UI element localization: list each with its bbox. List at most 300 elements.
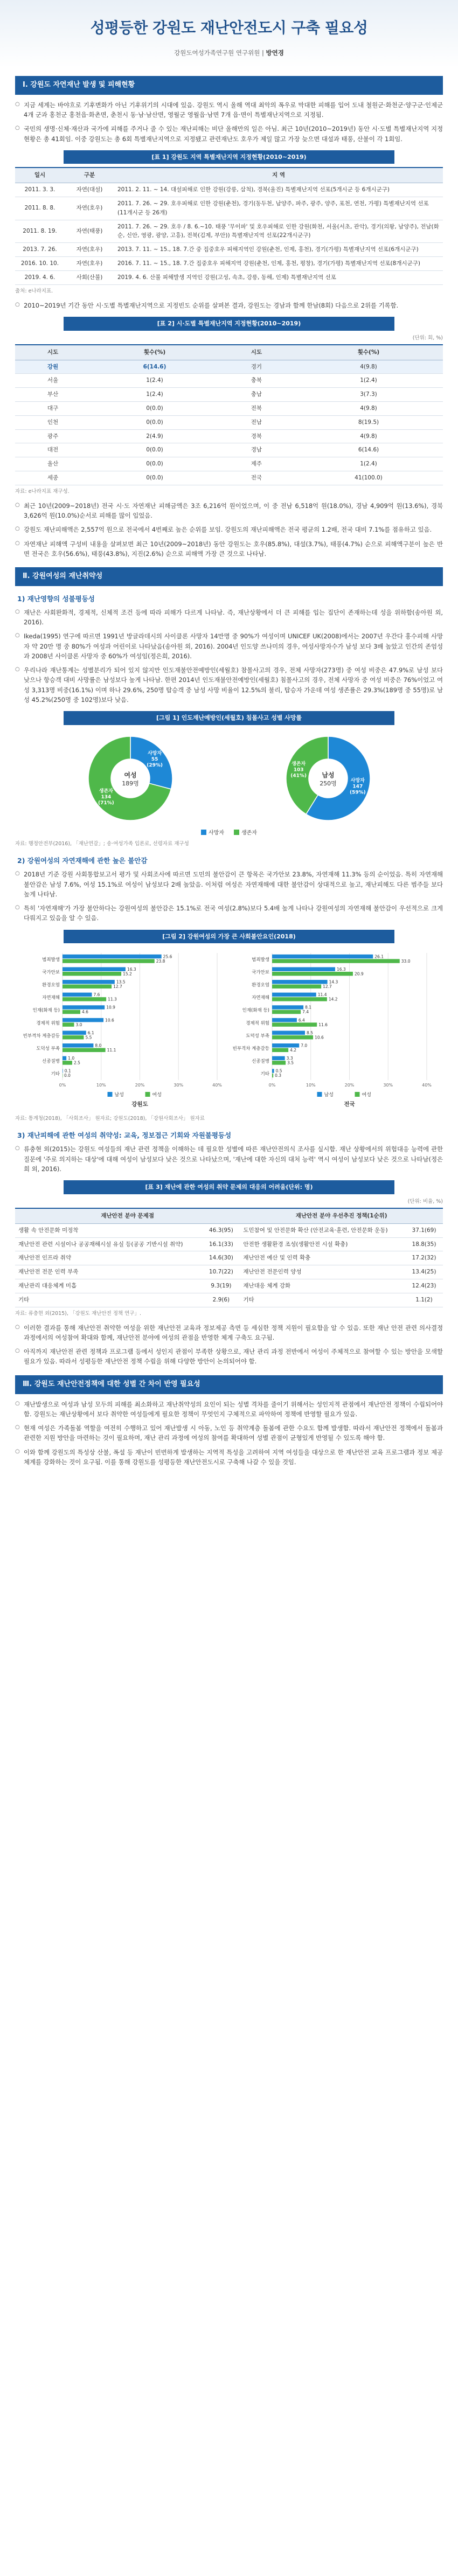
- pie-chart-female-svg: [77, 733, 184, 824]
- bar-male: [63, 1031, 86, 1035]
- table-cell: 인천: [15, 415, 91, 429]
- table-cell: 도민참여 및 안전문화 확산 (안전교육·훈련, 안전문화 운동): [240, 1223, 405, 1237]
- bar-value-label: 6.4: [298, 1018, 305, 1023]
- author-name: 방연경: [266, 48, 284, 57]
- paragraph: ○ 강원도 재난피해액은 2,557억 원으로 전국에서 4번째로 높은 순위를 보임. 강원도의 재난피해액은 전국 평균의 1.2배, 전국 대비 7.1%를 점유하고 있음.: [15, 525, 443, 534]
- x-tick-label: 20%: [344, 1083, 355, 1088]
- table-row: [15, 256, 443, 270]
- table-cell: 부산: [15, 388, 91, 402]
- bar-value-label: 0.5: [275, 1068, 282, 1074]
- table-cell: 자연(호우): [65, 256, 114, 270]
- table-cell: 경남: [219, 443, 294, 457]
- bar-value-label: 5.5: [85, 1035, 92, 1040]
- pie-slice-label: (41%): [290, 773, 307, 779]
- bar-value-label: 12.7: [323, 984, 332, 990]
- table-cell: 대전: [15, 443, 91, 457]
- bar-value-label: 11.3: [108, 997, 117, 1002]
- table-cell: 2019. 4. 6.: [15, 270, 65, 284]
- category-label: 국가안보: [42, 970, 60, 976]
- table-cell: 2011. 7. 26. ~ 29. 호우 / 8. 6.~10. 태풍 '무이파' 및 호우피해로 인한 강원(화천, 서울(서초, 관악), 경기(의왕, 남양주), 전남(화순, 신안, 영광, 광양, 고흥), 전북(김제, 부안)) 특별재난지역 선포(22개시군구): [114, 220, 443, 243]
- table-cell: 사회(산불): [65, 270, 114, 284]
- table-row: [15, 1237, 443, 1251]
- pie-chart-female: [77, 733, 184, 827]
- category-label: 국가안보: [252, 970, 269, 976]
- pie-slice-label: 55: [151, 757, 158, 763]
- pie-chart-male-svg: [274, 733, 382, 824]
- table-cell: 경기: [219, 360, 294, 374]
- table-2: [15, 344, 443, 485]
- pie-slice-label: (71%): [98, 800, 114, 806]
- bar-male: [272, 1043, 299, 1047]
- bar-chart-national: [230, 949, 438, 1110]
- category-label: 도덕성 부족: [246, 1033, 269, 1039]
- bar-male: [63, 993, 92, 997]
- table-cell: 2016. 10. 10.: [15, 256, 65, 270]
- bar-value-label: 26.1: [374, 954, 384, 959]
- legend-swatch: [145, 1092, 150, 1097]
- bar-value-label: 33.0: [401, 959, 411, 964]
- section-2: [15, 567, 443, 1367]
- bar-male: [272, 967, 335, 971]
- table-cell: 2011. 8. 8.: [15, 197, 65, 220]
- bar-value-label: 13.5: [116, 979, 126, 985]
- pie-slice-label: 134: [100, 794, 111, 800]
- paragraph: ○ 아직까지 재난안전 관련 정책과 프로그램 등에서 성인지 관점이 부족한 상황으로, 재난 관리 과정 전반에서 여성이 주체적으로 참여할 수 있는 방안을 모색할 필요가 있음. 따라서 성평등한 재난안전 정책 수립을 위해 다양한 방안이 논의되어야 함.: [15, 1347, 443, 1367]
- x-tick-label: 40%: [212, 1083, 222, 1088]
- table-cell: 제주: [219, 457, 294, 471]
- bar-female: [272, 997, 327, 1001]
- x-tick-label: 10%: [306, 1083, 316, 1088]
- author-line: [0, 48, 458, 58]
- bar-value-label: 2.5: [73, 1060, 80, 1066]
- table-cell: 자연(호우): [65, 243, 114, 257]
- bar-value-label: 15.2: [123, 971, 132, 977]
- bar-female: [63, 985, 112, 988]
- bar-male: [272, 1018, 297, 1022]
- source-note: 자료: 행정안전부(2016), 「재난연감」; 송·여성가족 입론로, 선령자료 재구성: [15, 841, 189, 847]
- bar-value-label: 23.8: [156, 959, 165, 964]
- bar-chart-gangwon: [20, 949, 228, 1110]
- bar-value-label: 0.1: [64, 1068, 71, 1074]
- bar-male: [272, 993, 316, 997]
- table-cell: 16.1(33): [202, 1237, 240, 1251]
- table-cell: 2016. 7. 11. ~ 15., 18. 7.간 집중호우 피해지역 강원(춘천, 인제, 홍천, 평창), 경기(가평) 특별재난지역 선포(8개시군구): [114, 256, 443, 270]
- bar-value-label: 8.0: [95, 1043, 102, 1048]
- table-cell: 18.8(35): [405, 1237, 443, 1251]
- pie-slice-label: 생존자: [99, 788, 113, 794]
- table-cell: 6(14.6): [294, 443, 443, 457]
- category-label: 인재(화재 등): [32, 1008, 60, 1014]
- table-row: [15, 1223, 443, 1237]
- bar-female: [63, 1061, 72, 1064]
- table-cell: 서울: [15, 374, 91, 388]
- bar-male: [63, 967, 126, 971]
- bar-female: [63, 1010, 80, 1014]
- legend-label: 남성: [114, 1092, 124, 1098]
- table-row: [15, 415, 443, 429]
- table-cell: 자연(태풍): [65, 220, 114, 243]
- bar-female: [63, 1023, 74, 1027]
- paragraph: ○ 2018년 기준 강원 사회통합보고서 평가 및 사회조사에 따르면 도민의 불안감이 큰 항목은 국가안보 23.8%, 자연재해 11.3% 등의 순이었음. 특히 자연재해 불안감은 남성 7.6%, 여성 15.1%로 여성이 남성보다 2배 높았음. 이처럼 여성은 자연재해에 대한 불안감이 상대적으로 높고, 재난피해도 다른 범주들 보다 높게 나타남.: [15, 869, 443, 899]
- pie-charts: [15, 728, 443, 827]
- bar-value-label: 8.5: [306, 1031, 313, 1036]
- bar-female: [272, 1010, 301, 1014]
- section-3: [15, 1375, 443, 1467]
- table-cell: 울산: [15, 457, 91, 471]
- bar-female: [63, 997, 106, 1001]
- bar-value-label: 7.6: [93, 992, 100, 998]
- table-2-caption: [표 2] 시·도별 특별재난지역 지정현황(2010~2019): [64, 317, 394, 331]
- bar-male: [63, 1018, 103, 1022]
- section-1: [15, 76, 443, 559]
- table-header: 구분: [65, 168, 114, 183]
- table-row: [15, 360, 443, 374]
- table-cell: 2011. 7. 26. ~ 29. 호우피해로 인한 강원(춘천), 경기(동두천, 남양주, 파주, 광주, 양주, 포천, 연천, 가평) 특별재난지역 선포 (11개시군 등 26개): [114, 197, 443, 220]
- bar-female: [272, 1048, 288, 1052]
- bar-male: [63, 955, 162, 958]
- table-cell: 2013. 7. 26.: [15, 243, 65, 257]
- bar-value-label: 16.3: [336, 967, 346, 972]
- table-cell: 17.2(32): [405, 1251, 443, 1265]
- table-cell: 0(0.0): [91, 471, 219, 485]
- table-cell: 2(4.9): [91, 429, 219, 443]
- pie-slice-label: 생존자: [291, 761, 306, 767]
- table-cell: 2013. 7. 11. ~ 15., 18. 7.간 중 집중호우 피해지역인 강원(춘천, 인제, 홍천), 경기(가평) 특별재난지역 선포(6개시군구): [114, 243, 443, 257]
- table-cell: 재난안전 인프라 취약: [15, 1251, 202, 1265]
- bar-value-label: 3.0: [75, 1022, 82, 1028]
- category-label: 경제적 위험: [246, 1021, 269, 1027]
- table-cell: 2.9(6): [202, 1293, 240, 1307]
- paragraph: ○ 류충현 외(2015)는 강원도 여성들의 재난 관련 정책을 이해하는 데 필요한 성별에 따른 재난안전의식 조사를 실시함. 재난 상황에서의 위험대응 능력에 관한 질문에 '주로 의지하는 대상'에 대해 여성이 남성보다 낮은 것으로 나타났으며, '재난에 대한 자신의 대처 능력' 역시 여성이 남성보다 낮은 것으로 나타남(정은희 외, 2016).: [15, 1144, 443, 1174]
- bar-value-label: 3.3: [286, 1056, 293, 1061]
- table-cell: 재난안전 전문인력 양성: [240, 1265, 405, 1279]
- legend-swatch: [234, 830, 239, 835]
- bar-value-label: 10.6: [105, 1018, 114, 1023]
- table-header: 횟수(%): [91, 345, 219, 360]
- section-1-heading: Ⅰ. 강원도 자연재난 발생 및 피해현황: [15, 76, 443, 95]
- bar-male: [272, 1069, 274, 1073]
- table-cell: 대구: [15, 401, 91, 415]
- table-row: [15, 457, 443, 471]
- paragraph: ○ 현재 여성은 가족돌봄 역할을 여전히 수행하고 있어 재난발생 시 아동, 노인 등 취약계층 돌봄에 관한 수요도 함께 발생함. 따라서 재난안전 정책에서 돌봄과 관련한 지원 방안을 마련하는 것이 필요하며, 재난 관리 과정에 여성의 참여를 확대하여 성별 관점이 균형있게 반영될 수 있도록 해야 함.: [15, 1423, 443, 1443]
- legend-label: 남성: [324, 1092, 334, 1098]
- table-row: [15, 270, 443, 284]
- paragraph: ○ 이러한 결과를 통해 재난안전 취약한 여성을 위한 재난안전 교육과 정보제공 측면 등 세심한 정책 지원이 필요함을 알 수 있음. 또한 재난 안전 관련 의사결정 과정에서의 여성참여 확대와 함께, 재난안전 분야에 여성의 관점을 반영한 체계 구축도 요구됨.: [15, 1323, 443, 1343]
- bar-female: [63, 972, 121, 976]
- table-cell: 4(9.8): [294, 401, 443, 415]
- pie-slice-label: (59%): [349, 790, 366, 796]
- bar-male: [272, 955, 373, 958]
- bar-value-label: 11.6: [318, 1022, 328, 1028]
- bar-male: [272, 1031, 305, 1035]
- table-cell: 46.3(95): [202, 1223, 240, 1237]
- author-affiliation: 강원도여성가족연구원 연구위원 |: [174, 48, 266, 57]
- legend-label: 생존자: [241, 830, 257, 837]
- bar-female: [272, 959, 400, 963]
- table-cell: 재난안전 관련 시설이나 공공재해시설 유실 등(공공 기반시설 취약): [15, 1237, 202, 1251]
- table-cell: 충남: [219, 388, 294, 402]
- table-cell: 1(2.4): [294, 374, 443, 388]
- table-header: 일시: [15, 168, 65, 183]
- bar-female: [272, 1061, 286, 1064]
- table-cell: 재난대응 체계 강화: [240, 1279, 405, 1293]
- table-cell: 자연(대설): [65, 183, 114, 197]
- paragraph: ○ 자연재난 피해액 구성비 내용을 살펴보면 최근 10년(2009~2018년) 동안 강원도는 호우(85.8%), 대설(3.7%), 태풍(4.7%) 순으로 피해액구분이 높은 반면 전국은 호우(56.6%), 태풍(43.8%), 지진(2.6%) 순으로 피해액 가장 큰 것으로 나타남.: [15, 539, 443, 559]
- category-label: 범죄발생: [252, 957, 269, 963]
- bar-male: [272, 980, 328, 984]
- pie-center-label: 여성: [123, 771, 137, 779]
- bar-female: [63, 1035, 84, 1039]
- category-label: 자연재해: [42, 995, 60, 1001]
- legend-label: 여성: [152, 1092, 162, 1098]
- table-row: [15, 1251, 443, 1265]
- bar-value-label: 10.9: [106, 1005, 115, 1010]
- paragraph: ○ 국민의 생명·신체·재산과 국가에 피해를 주거나 줄 수 있는 재난피해는 비단 올해만의 일은 아님. 최근 10년(2010~2019년) 동안 시·도별 특별재난지역 지정현황은 총 41회임. 이중 강원도는 총 6회 특별재난지역으로 지정됐고 관련재난도 호우가 제일 많고 가장 늦으면 대설과 태풍, 산불이 각 1회임.: [15, 124, 443, 144]
- unit-note: (단위: 회, %): [412, 335, 443, 341]
- subheading: 2) 강원여성의 자연재해에 관한 높은 불안감: [17, 857, 148, 865]
- table-cell: 충북: [219, 374, 294, 388]
- table-row: [15, 1265, 443, 1279]
- bar-male: [63, 1005, 105, 1009]
- bar-value-label: 11.1: [107, 1048, 116, 1053]
- legend-item-dead: [201, 829, 224, 838]
- table-cell: 전국: [219, 471, 294, 485]
- table-cell: 2011. 8. 19.: [15, 220, 65, 243]
- table-cell: 1(2.4): [91, 388, 219, 402]
- table-row: [15, 1279, 443, 1293]
- pie-center-label: 남성: [321, 771, 335, 779]
- table-cell: 1.1(2): [405, 1293, 443, 1307]
- table-row: [15, 471, 443, 485]
- bar-female: [272, 1074, 273, 1077]
- header: [0, 0, 458, 67]
- table-cell: 안전한 생활환경 조성(생활안전 시설 확충): [240, 1237, 405, 1251]
- table-cell: 2019. 4. 6. 산불 피해발생 지역인 강원(고성, 속초, 강릉, 동해, 인제) 특별재난지역 선포: [114, 270, 443, 284]
- table-cell: 2011. 3. 3.: [15, 183, 65, 197]
- bar-value-label: 7.0: [301, 1043, 308, 1048]
- table-3: [15, 1208, 443, 1307]
- x-tick-label: 0%: [59, 1083, 66, 1088]
- pie-center-count: 250명: [319, 779, 337, 787]
- table-cell: 3(7.3): [294, 388, 443, 402]
- category-label: 빈부격차 계층갈등: [23, 1033, 60, 1039]
- table-cell: 0(0.0): [91, 401, 219, 415]
- table-1: [15, 167, 443, 284]
- category-label: 신종질병: [42, 1059, 60, 1064]
- legend-label: 사망자: [209, 830, 224, 837]
- bar-female: [272, 972, 353, 976]
- bar-value-label: 14.2: [328, 997, 338, 1002]
- table-row: [15, 220, 443, 243]
- bar-female: [272, 1023, 317, 1027]
- category-label: 기타: [260, 1071, 269, 1077]
- source-note: 자료: e나라지표 재구성.: [15, 488, 70, 495]
- table-cell: 13.4(25): [405, 1265, 443, 1279]
- legend-swatch: [355, 1092, 360, 1097]
- unit-note: (단위: 비율, %): [407, 1198, 443, 1205]
- legend-swatch: [108, 1092, 113, 1097]
- category-label: 도덕성 부족: [36, 1046, 60, 1052]
- table-cell: 2011. 2. 11. ~ 14. 대설피해로 인한 강원(강릉, 삼척), 경북(울진) 특별재난지역 선포(5개시군 등 6개시군구): [114, 183, 443, 197]
- bar-male: [272, 1056, 285, 1060]
- bar-male: [272, 1005, 303, 1009]
- x-tick-label: 20%: [135, 1083, 145, 1088]
- pie-slice-label: 147: [352, 784, 363, 790]
- table-header: 시도: [219, 345, 294, 360]
- panel-label: 전국: [344, 1101, 355, 1108]
- bar-female: [63, 1048, 106, 1052]
- paragraph: ○ 재난은 사회완화적, 경제적, 신체적 조건 등에 따라 피해가 다르게 나타남. 즉, 재난상황에서 더 큰 피해를 입는 집단이 존재하는데 성을 위하함(송아원 외, 2016).: [15, 608, 443, 628]
- table-cell: 기타: [240, 1293, 405, 1307]
- paragraph: ○ 지금 세계는 바야흐로 기후변화가 아닌 기후위기의 시대에 있음. 강원도 역시 올해 역대 최악의 폭우로 막대한 피해를 입어 도내 철원군·화천군·양구군·인제군 4개 군과 홍천군 홍천읍·화촌면, 춘천시 동·남·남산면, 영월군 영월읍·남면 7개 읍·면이 특별재난지역으로 지정됨.: [15, 100, 443, 120]
- table-cell: 세종: [15, 471, 91, 485]
- bar-value-label: 3.5: [287, 1060, 294, 1066]
- table-cell: 강원: [15, 360, 91, 374]
- panel-label: 강원도: [131, 1101, 148, 1108]
- table-cell: 생활 속 안전문화 미정착: [15, 1223, 202, 1237]
- table-1-caption: [표 1] 강원도 지역 특별재난지역 지정현황(2010~2019): [64, 150, 394, 164]
- table-cell: 4(9.8): [294, 360, 443, 374]
- category-label: 기타: [51, 1071, 60, 1077]
- figure-2-caption: [그림 2] 강원여성의 가장 큰 사회불안요인(2018): [64, 930, 394, 944]
- table-cell: 자연(호우): [65, 197, 114, 220]
- paragraph: ○ 재난발생으로 여성과 남성 모두의 피해를 최소화하고 재난취약성의 요인이 되는 성별 격차를 줄이기 위해서는 성인지적 관점에서 재난안전 정책이 수립되어야 함. 강원도는 재난상황에서 보다 취약한 여성들에게 필요한 정책이 무엇인지 구체적으로 파악하여 정책에 반영할 필요가 있음.: [15, 1400, 443, 1419]
- paragraph: ○ 2010~2019년 기간 동안 시·도별 특별재난지역으로 지정빈도 순위를 살펴본 결과, 강원도는 경남과 함께 한남(8회) 다음으로 2위를 기록함.: [15, 301, 443, 310]
- bar-charts: [15, 946, 443, 1112]
- table-cell: 8(19.5): [294, 415, 443, 429]
- table-cell: 12.4(23): [405, 1279, 443, 1293]
- bar-value-label: 10.6: [315, 1035, 324, 1040]
- table-cell: 0(0.0): [91, 415, 219, 429]
- x-tick-label: 0%: [268, 1083, 276, 1088]
- table-cell: 37.1(69): [405, 1223, 443, 1237]
- bar-value-label: 16.3: [127, 967, 136, 972]
- pie-slice-label: 사망자: [147, 751, 162, 757]
- table-cell: 6(14.6): [91, 360, 219, 374]
- table-cell: 41(100.0): [294, 471, 443, 485]
- table-cell: 14.6(30): [202, 1251, 240, 1265]
- pie-slice-label: (29%): [146, 763, 163, 769]
- table-header: 재난안전 분야 우선추진 정책(1순위): [240, 1208, 443, 1223]
- source-note: 출처: e나라지표.: [15, 288, 53, 294]
- table-cell: 재난관리 대응체계 미흡: [15, 1279, 202, 1293]
- bar-value-label: 0.3: [275, 1073, 282, 1078]
- table-cell: 0(0.0): [91, 457, 219, 471]
- bar-value-label: 8.1: [305, 1005, 312, 1010]
- x-tick-label: 30%: [174, 1083, 184, 1088]
- table-row: [15, 401, 443, 415]
- paragraph: ○ 최근 10년(2009~2018년) 전국 시·도 자연재난 피해금액은 3조 6,216억 원이었으며, 이 중 전남 6,518억 원(18.0%), 경남 4,909억 원(13.6%), 경북 3,626억 원(10.0%)순서로 피해를 많이 입었음.: [15, 501, 443, 521]
- pie-center-count: 189명: [121, 779, 139, 787]
- source-note: 자료: 류충현 외(2015), 「강원도 재난안전 정책 연구」.: [15, 1310, 141, 1317]
- table-header: 시도: [15, 345, 91, 360]
- bar-value-label: 11.4: [317, 992, 327, 998]
- category-label: 인재(화재 등): [242, 1008, 269, 1014]
- table-cell: 광주: [15, 429, 91, 443]
- table-row: [15, 243, 443, 257]
- table-cell: 전남: [219, 415, 294, 429]
- x-tick-label: 30%: [383, 1083, 393, 1088]
- table-row: [15, 443, 443, 457]
- paragraph: ○ 우리나라 재난통계는 성별분리가 되어 있지 않지만 인도재불안전예방인(세월호) 참몰사고의 경우, 전체 사망자(273명) 중 여성 비중은 47.9%로 남성 보다 낮으나 항승객 대비 사망률은 남성보다 높게 나타남. 한편 2014년 인도재불안전예방인(세월호) 침몰사고의 경우, 전체 사망자 중 여성 비중은 76%이었고 여성 3,313명 비중(16.1%) 이며 하나 29.6%, 250명 탑승객 중 남성 사망 비율이 12.5%의 불리, 탑승자 가운데 여성 생존률은 29.3%(189명 중 55명)로 남성 45.2%(250명 중 102명)보다 낮음.: [15, 665, 443, 705]
- pie-chart-male: [274, 733, 382, 827]
- table-cell: 1(2.4): [91, 374, 219, 388]
- table-cell: 1(2.4): [294, 457, 443, 471]
- bar-female: [272, 985, 321, 988]
- table-row: [15, 183, 443, 197]
- table-cell: 재난안전 예산 및 인력 확충: [240, 1251, 405, 1265]
- bar-value-label: 14.3: [329, 979, 338, 985]
- bar-value-label: 25.6: [163, 954, 172, 959]
- source-note: 자료: 통계청(2018), 「사회조사」 원자료; 강원도(2018), 「강원사회조사」 원자료: [15, 1116, 205, 1122]
- bar-female: [272, 1035, 313, 1039]
- category-label: 환경오염: [252, 983, 269, 988]
- category-label: 범죄발생: [42, 957, 60, 963]
- bar-male: [63, 1056, 66, 1060]
- section-3-heading: Ⅲ. 강원도 재난안전정책에 대한 성별 간 차이 반영 필요성: [15, 1375, 443, 1394]
- legend-swatch: [317, 1092, 322, 1097]
- category-label: 환경오염: [42, 983, 60, 988]
- pie-slice-label: 사망자: [350, 778, 365, 784]
- paragraph: ○ Ikeda(1995) 연구에 따르면 1991년 방글라데시의 사이클론 사망자 14만명 중 90%가 여성이며 UNICEF UK(2008)에서는 2007년 우간다 홍수피해 사망자 약 20만 명 중 80%가 여성과 어린이로 나타났음(송아원 외, 2016). 2004년 인도양 쓰나미의 경우, 여성사망자수가 남성 보다 3배 높았고 인간의 존엄성과 2008년 사이클론 사망자 중 60%가 여성임(정은희, 2016).: [15, 631, 443, 661]
- pie-slice-label: 103: [293, 767, 304, 773]
- table-row: [15, 429, 443, 443]
- table-row: [15, 197, 443, 220]
- category-label: 자연재해: [252, 995, 269, 1001]
- bar-value-label: 20.9: [354, 971, 364, 977]
- table-cell: 기타: [15, 1293, 202, 1307]
- table-header: 재난안전 분야 문제점: [15, 1208, 240, 1223]
- bar-male: [63, 1043, 93, 1047]
- category-label: 경제적 위험: [36, 1021, 60, 1027]
- bar-value-label: 12.7: [113, 984, 122, 990]
- table-header: 횟수(%): [294, 345, 443, 360]
- table-3-caption: [표 3] 재난에 관한 여성의 취약 문제의 대응의 어려움(단위: 명): [64, 1180, 394, 1194]
- category-label: 신종질병: [252, 1059, 269, 1064]
- bar-female: [63, 959, 155, 963]
- bar-value-label: 1.0: [68, 1056, 75, 1061]
- paragraph: ○ 특히 '자연재해'가 가장 불안하다는 강원여성의 불안감은 15.1%로 전국 여성(2.8%)보다 5.4배 높게 나타나 강원여성의 자연재해 불안감이 우선적으로 크게 다뤄지고 있음을 알 수 있음.: [15, 903, 443, 923]
- subheading: 1) 재난영향의 성불평등성: [17, 594, 95, 603]
- table-row: [15, 374, 443, 388]
- legend-label: 여성: [362, 1092, 371, 1098]
- table-cell: 4(9.8): [294, 429, 443, 443]
- table-cell: 재난안전 전문 인력 부족: [15, 1265, 202, 1279]
- pie-legend: [15, 829, 443, 838]
- x-tick-label: 40%: [422, 1083, 432, 1088]
- section-2-heading: Ⅱ. 강원여성의 재난취약성: [15, 567, 443, 586]
- table-row: [15, 388, 443, 402]
- table-cell: 경북: [219, 429, 294, 443]
- page-bottom: [0, 1471, 458, 1487]
- category-label: 빈부격차 계층갈등: [232, 1046, 269, 1052]
- paragraph: ○ 이와 함께 강원도의 특성상 산불, 폭설 등 재난이 빈번하게 발생하는 지역적 특성을 고려하여 지역 여성들을 대상으로 한 재난안전 교육 프로그램과 정보 제공 체계를 강화하는 것이 요구됨. 이를 통해 강원도를 성평등한 재난안전도시로 구축해 나갈 수 있을 것임.: [15, 1447, 443, 1467]
- table-row: [15, 1293, 443, 1307]
- x-tick-label: 10%: [96, 1083, 106, 1088]
- page-title: 성평등한 강원도 재난안전도시 구축 필요성: [90, 19, 368, 37]
- table-cell: 전북: [219, 401, 294, 415]
- bar-value-label: 4.2: [290, 1048, 297, 1053]
- bar-male: [63, 980, 115, 984]
- bar-value-label: 0.0: [64, 1073, 71, 1078]
- table-header: 지 역: [114, 168, 443, 183]
- table-cell: 10.7(22): [202, 1265, 240, 1279]
- legend-swatch: [201, 830, 206, 835]
- bar-value-label: 6.1: [87, 1031, 94, 1036]
- legend-item-alive: [234, 829, 257, 838]
- figure-1-caption: [그림 1] 인도재난예방인(세월호) 침몰사고 성별 사망률: [64, 711, 394, 725]
- bar-value-label: 7.4: [302, 1009, 309, 1015]
